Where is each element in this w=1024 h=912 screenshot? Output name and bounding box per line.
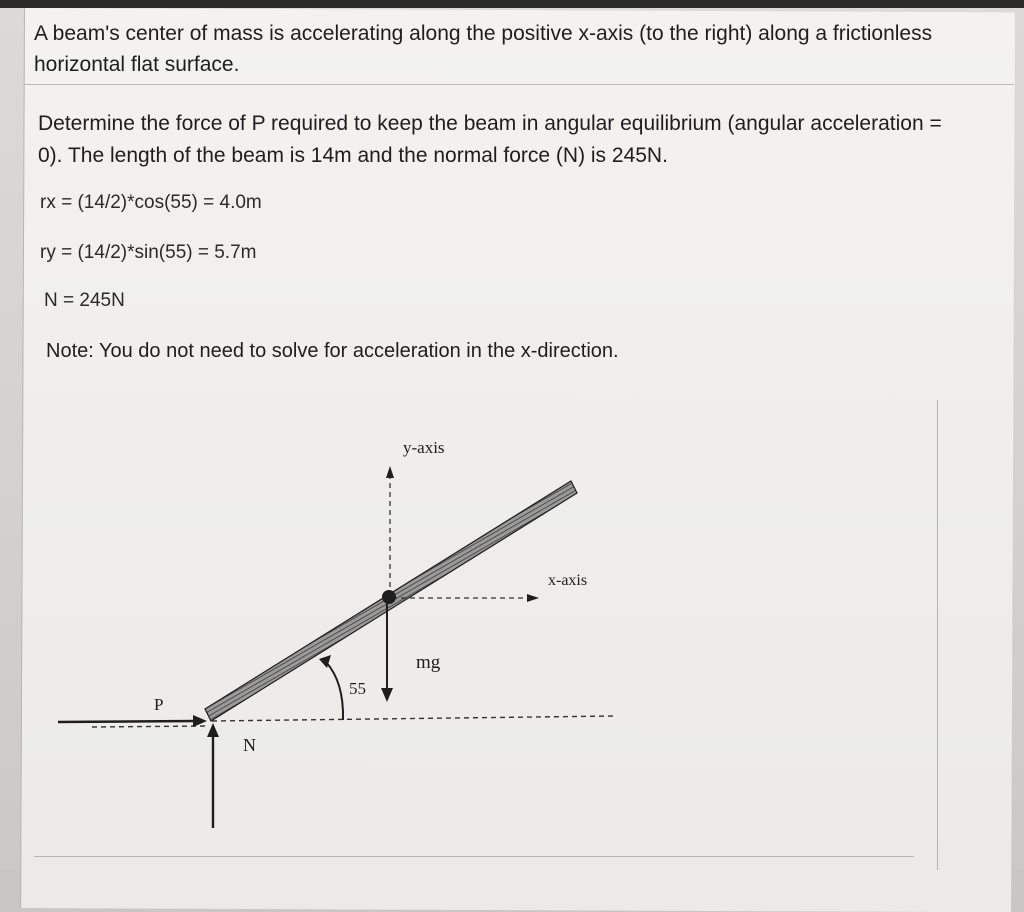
p-label: P <box>154 695 164 714</box>
x-axis-label: x-axis <box>548 572 588 589</box>
equation-ry: ry = (14/2)*sin(55) = 5.7m <box>40 242 257 263</box>
y-axis-label: y-axis <box>403 438 445 457</box>
ground-reference-line <box>212 716 615 721</box>
p-arrowhead <box>193 715 207 727</box>
y-axis-arrowhead <box>386 466 394 478</box>
question-line-1: Determine the force of P required to keep the beam in angular equilibrium (angular acceleration = <box>38 112 942 135</box>
p-dashed-line <box>92 726 205 727</box>
intro-line-1: A beam's center of mass is accelerating along the positive x-axis (to the right) along a frictionless <box>34 22 933 45</box>
intro-line-2: horizontal flat surface. <box>34 53 240 76</box>
weight-arrowhead <box>381 688 393 702</box>
normal-arrowhead <box>207 723 219 737</box>
x-axis-arrowhead <box>527 594 539 602</box>
angle-arc <box>326 662 343 720</box>
equation-rx: rx = (14/2)*cos(55) = 4.0m <box>40 192 262 213</box>
p-force-arrow <box>58 721 195 722</box>
question-line-2: 0). The length of the beam is 14m and the normal force (N) is 245N. <box>38 144 668 167</box>
n-label: N <box>243 735 256 755</box>
mg-label: mg <box>416 652 441 673</box>
equation-normal-force: N = 245N <box>44 290 125 311</box>
angle-label: 55 <box>349 679 366 698</box>
center-of-mass-dot <box>382 590 396 604</box>
note-text: Note: You do not need to solve for acceleration in the x-direction. <box>46 340 619 362</box>
